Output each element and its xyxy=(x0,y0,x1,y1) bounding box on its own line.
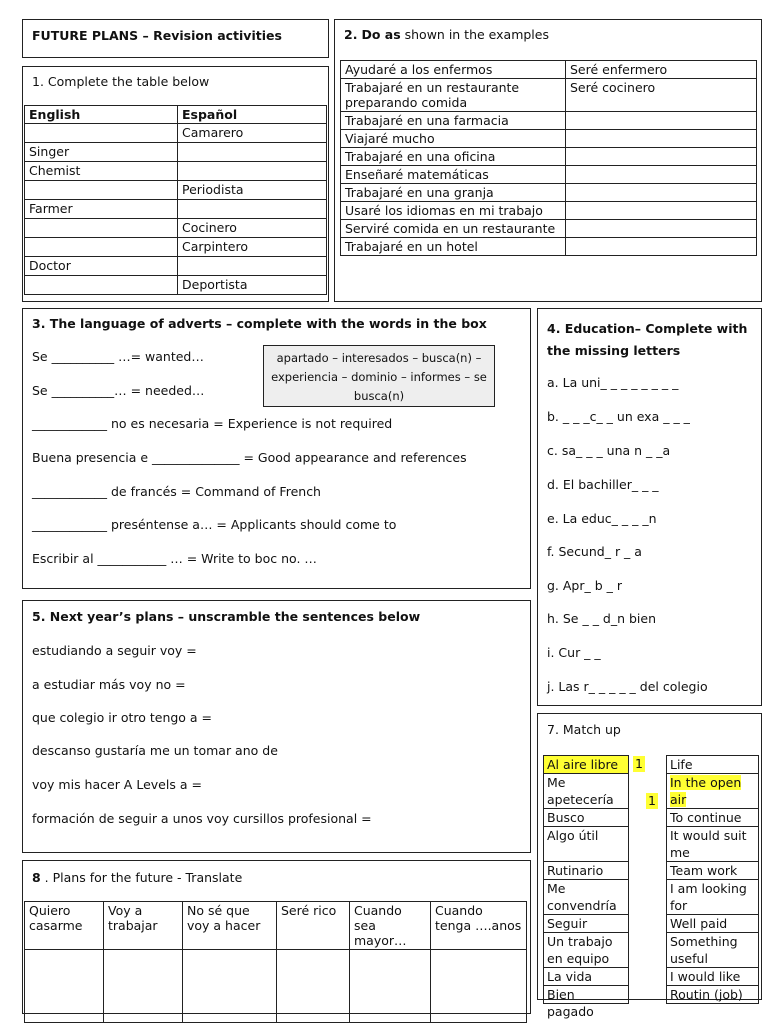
match-left-item[interactable]: La vida xyxy=(544,968,628,986)
advert-line: Buena presencia e ______________ = Good appearance and references xyxy=(32,450,467,465)
section-7 xyxy=(537,713,762,1019)
table-header: Cuando sea mayor… xyxy=(350,902,431,950)
match-right-item[interactable]: Well paid xyxy=(667,915,758,933)
table-cell[interactable]: Seré cocinero xyxy=(566,79,757,112)
section-4-title: 4. Education– Complete with the missing letters xyxy=(547,321,748,358)
match-right-item[interactable]: I would like xyxy=(667,968,758,986)
section-5-title: 5. Next year’s plans – unscramble the sentences below xyxy=(32,609,421,624)
table-cell: Usaré los idiomas en mi trabajo xyxy=(341,202,566,220)
table-cell[interactable] xyxy=(178,162,327,181)
section-2-title xyxy=(344,27,549,42)
match-right-item[interactable] xyxy=(667,774,758,809)
missing-letters-item: j. Las r_ _ _ _ _ del colegio xyxy=(547,679,708,694)
match-left-item[interactable]: Rutinario xyxy=(544,862,628,880)
table-header: English xyxy=(25,106,178,124)
match-left-item[interactable]: Bien pagado xyxy=(547,987,594,1019)
table-cell[interactable] xyxy=(25,238,178,257)
match-right-item[interactable]: I am looking for xyxy=(667,880,758,915)
table-cell[interactable]: Cocinero xyxy=(178,219,327,238)
missing-letters-item: e. La educ_ _ _ _n xyxy=(547,511,657,526)
section-2-title-bold: Do as xyxy=(361,27,401,42)
table-cell[interactable] xyxy=(566,112,757,130)
match-left-column xyxy=(543,755,629,1019)
answer-cell[interactable] xyxy=(183,950,277,1023)
section-8-title xyxy=(32,870,242,885)
table-cell[interactable] xyxy=(178,257,327,276)
table-cell[interactable]: Chemist xyxy=(25,162,178,181)
match-mark: 1 xyxy=(646,793,658,809)
table-cell[interactable]: Camarero xyxy=(178,124,327,143)
table-cell[interactable] xyxy=(25,124,178,143)
table-cell[interactable]: Seré enfermero xyxy=(566,61,757,79)
table-cell[interactable] xyxy=(566,148,757,166)
answer-cell[interactable] xyxy=(431,950,527,1023)
section-8 xyxy=(22,860,531,1014)
table-header: No sé que voy a hacer xyxy=(183,902,277,950)
match-left-item[interactable]: Me apetecería xyxy=(544,774,628,809)
match-left-item[interactable]: Seguir xyxy=(544,915,628,933)
advert-line: Se __________ …= wanted… xyxy=(32,349,204,364)
match-right-item[interactable]: It would suit me xyxy=(667,827,758,862)
advert-line: Escribir al ___________ … = Write to boc no. … xyxy=(32,551,317,566)
section-7-title: 7. Match up xyxy=(547,722,621,737)
match-left-item[interactable]: Algo útil xyxy=(544,827,628,862)
match-mark: 1 xyxy=(633,756,645,772)
table-cell: Trabajaré en un hotel xyxy=(341,238,566,256)
header-box xyxy=(22,19,329,58)
table-cell[interactable] xyxy=(566,130,757,148)
table-cell: Enseñaré matemáticas xyxy=(341,166,566,184)
missing-letters-item: g. Apr_ b _ r xyxy=(547,578,622,593)
advert-line: ____________ no es necesaria = Experience is not required xyxy=(32,416,393,431)
section-2-number: 2. xyxy=(344,27,358,42)
missing-letters-item: b. _ _ _c_ _ un exa _ _ _ xyxy=(547,409,690,424)
match-right-item[interactable]: To continue xyxy=(667,809,758,827)
table-header: Voy a trabajar xyxy=(104,902,183,950)
table-cell[interactable]: Periodista xyxy=(178,181,327,200)
match-right-item[interactable]: Something useful xyxy=(667,933,758,968)
table-cell[interactable]: Doctor xyxy=(25,257,178,276)
missing-letters-item: a. La uni_ _ _ _ _ _ _ _ xyxy=(547,375,679,390)
table-cell[interactable] xyxy=(566,238,757,256)
section-5 xyxy=(22,600,531,853)
section-1-table xyxy=(24,105,327,295)
scrambled-sentence: estudiando a seguir voy = xyxy=(32,643,197,658)
section-3 xyxy=(22,308,531,589)
answer-cell[interactable] xyxy=(277,950,350,1023)
answer-cell[interactable] xyxy=(350,950,431,1023)
section-2-table xyxy=(340,60,757,256)
table-header: Español xyxy=(178,106,327,124)
table-cell: Serviré comida en un restaurante xyxy=(341,220,566,238)
table-cell: Trabajaré en una oficina xyxy=(341,148,566,166)
advert-line: ____________ preséntense a… = Applicants should come to xyxy=(32,517,397,532)
scrambled-sentence: voy mis hacer A Levels a = xyxy=(32,777,202,792)
advert-line: Se __________… = needed… xyxy=(32,383,205,398)
table-cell[interactable]: Farmer xyxy=(25,200,178,219)
section-1 xyxy=(22,66,329,302)
missing-letters-item: d. El bachiller_ _ _ xyxy=(547,477,659,492)
answer-cell[interactable] xyxy=(25,950,104,1023)
table-cell[interactable] xyxy=(25,276,178,295)
missing-letters-item: h. Se _ _ d_n bien xyxy=(547,611,657,626)
scrambled-sentence: descanso gustaría me un tomar ano de xyxy=(32,743,278,758)
section-4 xyxy=(537,308,762,706)
table-cell: Trabajaré en un restaurante preparando comida xyxy=(341,79,566,112)
table-cell: Trabajaré en una farmacia xyxy=(341,112,566,130)
match-right-item[interactable]: Life xyxy=(667,756,758,774)
table-cell[interactable] xyxy=(566,220,757,238)
table-cell[interactable] xyxy=(566,202,757,220)
match-right-item[interactable]: Team work xyxy=(667,862,758,880)
match-right-column xyxy=(666,755,759,1004)
scrambled-sentence: formación de seguir a unos voy cursillos profesional = xyxy=(32,811,372,826)
match-left-item[interactable]: Un trabajo en equipo xyxy=(544,933,628,968)
table-cell[interactable]: Singer xyxy=(25,143,178,162)
table-cell: Ayudaré a los enfermos xyxy=(341,61,566,79)
table-header: Quiero casarme xyxy=(25,902,104,950)
table-header: Cuando tenga ….anos xyxy=(431,902,527,950)
match-left-item[interactable]: Al aire libre xyxy=(544,756,628,774)
match-right-item[interactable]: Routin (job) xyxy=(670,987,743,1002)
section-1-title: 1. Complete the table below xyxy=(32,74,210,89)
section-3-title: 3. The language of adverts – complete with the words in the box xyxy=(32,316,487,331)
section-8-table xyxy=(24,901,527,1023)
table-cell: Trabajaré en una granja xyxy=(341,184,566,202)
missing-letters-item: c. sa_ _ _ una n _ _a xyxy=(547,443,671,458)
table-cell[interactable] xyxy=(566,166,757,184)
table-cell[interactable]: Carpintero xyxy=(178,238,327,257)
match-right-item-text: In the open air xyxy=(670,775,742,807)
answer-cell[interactable] xyxy=(104,950,183,1023)
table-cell: Viajaré mucho xyxy=(341,130,566,148)
advert-line: ____________ de francés = Command of French xyxy=(32,484,321,499)
table-cell[interactable] xyxy=(178,200,327,219)
table-cell[interactable]: Deportista xyxy=(178,276,327,295)
section-2 xyxy=(334,19,762,302)
scrambled-sentence: a estudiar más voy no = xyxy=(32,677,186,692)
table-cell[interactable] xyxy=(25,219,178,238)
missing-letters-item: i. Cur _ _ xyxy=(547,645,601,660)
table-cell[interactable] xyxy=(178,143,327,162)
missing-letters-item: f. Secund_ r _ a xyxy=(547,544,642,559)
section-8-number: 8 xyxy=(32,870,41,885)
table-cell[interactable] xyxy=(25,181,178,200)
word-box: apartado – interesados – busca(n) – experiencia – dominio – informes – se busca(n) xyxy=(263,345,495,407)
match-left-item[interactable]: Me convendría xyxy=(544,880,628,915)
table-cell[interactable] xyxy=(566,184,757,202)
scrambled-sentence: que colegio ir otro tengo a = xyxy=(32,710,213,725)
match-left-item[interactable]: Busco xyxy=(544,809,628,827)
table-header: Seré rico xyxy=(277,902,350,950)
section-2-title-rest: shown in the examples xyxy=(400,27,549,42)
page-title: FUTURE PLANS – Revision activities xyxy=(32,28,282,43)
section-8-title-text: . Plans for the future - Translate xyxy=(40,870,243,885)
